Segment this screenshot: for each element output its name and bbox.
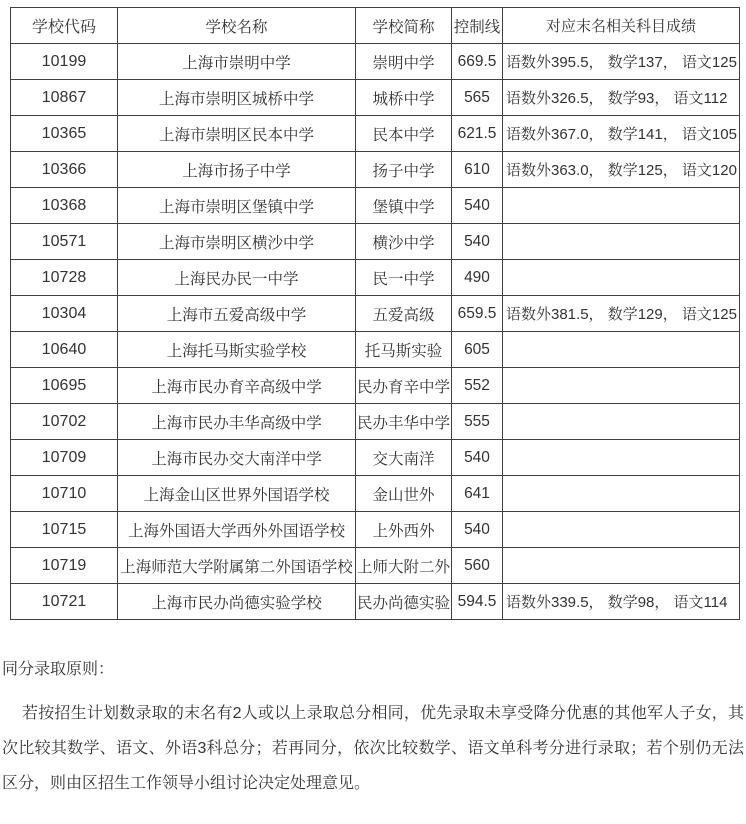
cell-last-admitted-scores	[503, 476, 740, 512]
header-school-abbr: 学校简称	[356, 8, 452, 44]
cell-last-admitted-scores: 语数外367.0， 数学141， 语文105	[503, 116, 740, 152]
cell-school-code: 10702	[11, 404, 118, 440]
cell-school-name: 上海师范大学附属第二外国语学校	[118, 548, 356, 584]
cell-last-admitted-scores	[503, 512, 740, 548]
tiebreak-rule-paragraph: 若按招生计划数录取的末名有2人或以上录取总分相同，优先录取未享受降分优惠的其他军人子女，其次比较其数学、语文、外语3科总分；若再同分，依次比较数学、语文单科考分进行录取；若个别仍无法区分，则由区招生工作领导小组讨论决定处理意见。	[2, 705, 744, 792]
table-row	[11, 152, 740, 188]
cell-cutoff-line: 565	[452, 80, 503, 116]
cell-school-name: 上海金山区世界外国语学校	[118, 476, 356, 512]
cell-cutoff-line: 540	[452, 224, 503, 260]
cell-school-code: 10640	[11, 332, 118, 368]
cell-school-code: 10199	[11, 44, 118, 80]
cell-school-abbr: 堡镇中学	[356, 188, 452, 224]
cell-school-name: 上海市崇明区城桥中学	[118, 80, 356, 116]
cell-school-name: 上海市民办交大南洋中学	[118, 440, 356, 476]
cell-cutoff-line: 490	[452, 260, 503, 296]
cell-school-abbr: 城桥中学	[356, 80, 452, 116]
cell-school-abbr: 五爱高级	[356, 296, 452, 332]
cell-cutoff-line: 555	[452, 404, 503, 440]
table-row	[11, 476, 740, 512]
cell-school-code: 10365	[11, 116, 118, 152]
cell-school-code: 10366	[11, 152, 118, 188]
table-row	[11, 512, 740, 548]
cell-school-abbr: 扬子中学	[356, 152, 452, 188]
cell-school-abbr: 上外西外	[356, 512, 452, 548]
cell-school-abbr: 民办尚德实验	[356, 584, 452, 620]
cell-last-admitted-scores: 语数外326.5， 数学93， 语文112	[503, 80, 740, 116]
cell-school-abbr: 民本中学	[356, 116, 452, 152]
cell-last-admitted-scores	[503, 368, 740, 404]
cell-cutoff-line: 540	[452, 188, 503, 224]
cell-school-abbr: 托马斯实验	[356, 332, 452, 368]
cell-school-abbr: 民办育辛中学	[356, 368, 452, 404]
cell-school-name: 上海市民办尚德实验学校	[118, 584, 356, 620]
table-row	[11, 332, 740, 368]
cell-last-admitted-scores: 语数外395.5， 数学137， 语文125	[503, 44, 740, 80]
cell-school-name: 上海市五爱高级中学	[118, 296, 356, 332]
table-row	[11, 116, 740, 152]
cell-last-admitted-scores	[503, 440, 740, 476]
cell-cutoff-line: 641	[452, 476, 503, 512]
cell-school-abbr: 金山世外	[356, 476, 452, 512]
table-row	[11, 188, 740, 224]
cell-school-abbr: 横沙中学	[356, 224, 452, 260]
cell-cutoff-line: 594.5	[452, 584, 503, 620]
cell-cutoff-line: 621.5	[452, 116, 503, 152]
cell-school-abbr: 上师大附二外	[356, 548, 452, 584]
header-last-admitted-scores: 对应末名相关科目成绩	[503, 8, 740, 44]
table-row	[11, 260, 740, 296]
cell-school-name: 上海市崇明中学	[118, 44, 356, 80]
cell-school-code: 10721	[11, 584, 118, 620]
header-school-name: 学校名称	[118, 8, 356, 44]
cell-last-admitted-scores: 语数外363.0， 数学125， 语文120	[503, 152, 740, 188]
cell-cutoff-line: 540	[452, 440, 503, 476]
table-row	[11, 548, 740, 584]
table-row	[11, 404, 740, 440]
cell-school-abbr: 崇明中学	[356, 44, 452, 80]
notes-section	[2, 660, 744, 801]
cell-school-code: 10709	[11, 440, 118, 476]
cell-cutoff-line: 552	[452, 368, 503, 404]
cell-school-name: 上海市民办育辛高级中学	[118, 368, 356, 404]
cell-school-name: 上海市崇明区堡镇中学	[118, 188, 356, 224]
cell-school-abbr: 民办丰华中学	[356, 404, 452, 440]
cell-cutoff-line: 540	[452, 512, 503, 548]
cell-school-name: 上海市民办丰华高级中学	[118, 404, 356, 440]
cell-school-name: 上海托马斯实验学校	[118, 332, 356, 368]
cell-school-name: 上海民办民一中学	[118, 260, 356, 296]
cell-school-code: 10710	[11, 476, 118, 512]
cell-cutoff-line: 659.5	[452, 296, 503, 332]
cell-school-code: 10719	[11, 548, 118, 584]
table-row	[11, 224, 740, 260]
cell-school-name: 上海市崇明区横沙中学	[118, 224, 356, 260]
header-school-code: 学校代码	[11, 8, 118, 44]
cell-last-admitted-scores	[503, 260, 740, 296]
cell-school-code: 10571	[11, 224, 118, 260]
tiebreak-rule-title: 同分录取原则：	[2, 661, 115, 678]
cell-school-code: 10368	[11, 188, 118, 224]
cell-school-abbr: 民一中学	[356, 260, 452, 296]
table-row	[11, 44, 740, 80]
table-row	[11, 584, 740, 620]
cell-cutoff-line: 560	[452, 548, 503, 584]
cell-last-admitted-scores	[503, 224, 740, 260]
table-row	[11, 80, 740, 116]
cell-last-admitted-scores	[503, 332, 740, 368]
cell-school-name: 上海市崇明区民本中学	[118, 116, 356, 152]
table-row	[11, 296, 740, 332]
table-header-row	[11, 8, 740, 44]
cell-last-admitted-scores: 语数外381.5， 数学129， 语文125	[503, 296, 740, 332]
cell-last-admitted-scores	[503, 548, 740, 584]
cell-school-name: 上海市扬子中学	[118, 152, 356, 188]
cell-cutoff-line: 669.5	[452, 44, 503, 80]
page	[0, 7, 746, 801]
header-cutoff-line: 控制线	[452, 8, 503, 44]
table-body	[11, 44, 740, 620]
cell-school-code: 10867	[11, 80, 118, 116]
cell-last-admitted-scores	[503, 404, 740, 440]
cell-last-admitted-scores	[503, 188, 740, 224]
cell-last-admitted-scores: 语数外339.5， 数学98， 语文114	[503, 584, 740, 620]
table-row	[11, 440, 740, 476]
cell-school-code: 10304	[11, 296, 118, 332]
table-row	[11, 368, 740, 404]
cell-school-code: 10695	[11, 368, 118, 404]
cell-cutoff-line: 605	[452, 332, 503, 368]
cell-school-name: 上海外国语大学西外外国语学校	[118, 512, 356, 548]
school-cutoff-score-table	[10, 7, 740, 620]
cell-school-code: 10715	[11, 512, 118, 548]
cell-cutoff-line: 610	[452, 152, 503, 188]
cell-school-abbr: 交大南洋	[356, 440, 452, 476]
cell-school-code: 10728	[11, 260, 118, 296]
